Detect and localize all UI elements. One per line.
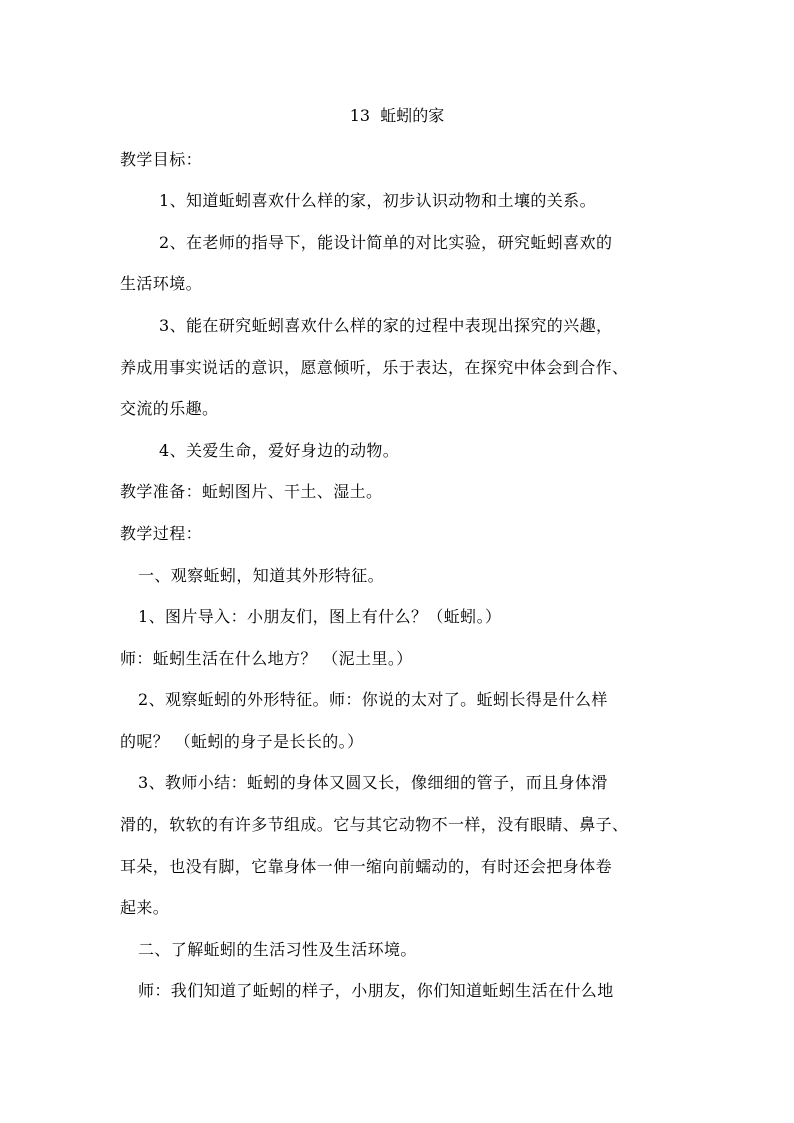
subsection-heading: 一、观察蚯蚓，知道其外形特征。 <box>138 566 385 585</box>
section-heading-process: 教学过程： <box>120 524 203 543</box>
paragraph-line: 滑的，软软的有许多节组成。它与其它动物不一样，没有眼睛、鼻子、 <box>120 815 629 834</box>
paragraph-line: 1、知道蚯蚓喜欢什么样的家，初步认识动物和土壤的关系。 <box>159 191 596 210</box>
paragraph-line: 生活环境。 <box>120 274 203 293</box>
subsection-heading: 二、了解蚯蚓的生活习性及生活环境。 <box>138 940 417 959</box>
section-heading-objectives: 教学目标： <box>120 150 203 169</box>
paragraph-line: 耳朵，也没有脚，它靠身体一伸一缩向前蠕动的，有时还会把身体卷 <box>120 857 613 876</box>
paragraph-line: 交流的乐趣。 <box>120 399 219 418</box>
paragraph-line: 3、教师小结：蚯蚓的身体又圆又长，像细细的管子，而且身体滑 <box>138 773 608 792</box>
paragraph-line: 的呢？ （蚯蚓的身子是长长的。） <box>120 732 364 751</box>
paragraph-line: 2、观察蚯蚓的外形特征。师：你说的太对了。蚯蚓长得是什么样 <box>138 690 608 709</box>
section-heading-preparation: 教学准备：蚯蚓图片、干土、湿土。 <box>120 482 383 501</box>
paragraph-line: 3、能在研究蚯蚓喜欢什么样的家的过程中表现出探究的兴趣， <box>159 316 613 335</box>
paragraph-line: 师：蚯蚓生活在什么地方？ （泥土里。） <box>120 649 413 668</box>
document-title: 13 蚯蚓的家 <box>349 106 445 125</box>
paragraph-line: 1、图片导入：小朋友们，图上有什么？（蚯蚓。） <box>138 607 502 626</box>
paragraph-line: 养成用事实说话的意识，愿意倾听，乐于表达，在探究中体会到合作、 <box>120 358 629 377</box>
paragraph-line: 师：我们知道了蚯蚓的样子，小朋友，你们知道蚯蚓生活在什么地 <box>138 981 614 1000</box>
paragraph-line: 起来。 <box>120 898 170 917</box>
paragraph-line: 4、关爱生命，爱好身边的动物。 <box>159 441 400 460</box>
paragraph-line: 2、在老师的指导下，能设计简单的对比实验，研究蚯蚓喜欢的 <box>159 233 613 252</box>
